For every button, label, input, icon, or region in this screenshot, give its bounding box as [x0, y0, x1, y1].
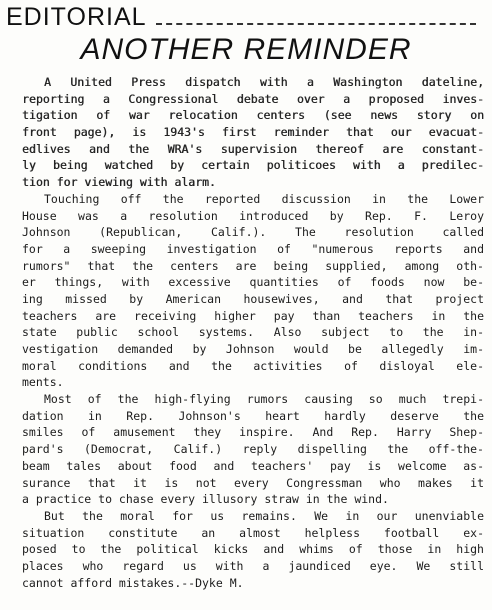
text-line: A United Press dispatch with a Washington dateline,: [44, 75, 484, 89]
text-line: for a sweeping investigation of "numerous reports and: [22, 241, 484, 256]
editorial-headline: ANOTHER REMINDER: [80, 33, 412, 66]
text-line: tion for viewing with alarm.: [22, 175, 216, 190]
text-line: ments.: [22, 375, 64, 390]
text-line: But the moral for us remains. We in our unenviable: [44, 508, 484, 523]
text-line: ly being watched by certain politicoes with a predilec-: [22, 158, 484, 173]
text-line: pard's (Democrat, Calif.) reply dispelling the off-the-: [22, 442, 484, 457]
text-line: reporting a Congressional debate over a proposed inves-: [22, 91, 484, 106]
text-line: places who regard us with a jaundiced eye. We still: [22, 558, 484, 573]
text-line: state public school systems. Also subject to the in-: [22, 325, 484, 340]
text-line: er things, with excessive quantities of foods now be-: [22, 275, 484, 290]
signature-line: cannot afford mistakes.--Dyke M.: [22, 575, 244, 590]
text-line: front page), is 1943's first reminder that our evacuat-: [22, 125, 484, 140]
section-header: [6, 4, 476, 30]
paragraph-4: [22, 508, 484, 591]
text-line: smiles of amusement they inspire. And Rep. Harry Shep-: [22, 425, 484, 440]
header-rule: [156, 23, 476, 25]
text-line: a practice to chase every illusory straw in the wind.: [22, 492, 389, 507]
text-line: tigation of war relocation centers (see news story on: [22, 108, 484, 123]
paragraph-2: [22, 191, 484, 391]
text-line: surance that it is not every Congressman who makes it: [22, 475, 484, 490]
text-line: dation in Rep. Johnson's heart hardly deserve the: [22, 408, 484, 423]
text-line: Touching off the reported discussion in the Lower: [44, 191, 484, 206]
paragraph-1: [22, 74, 484, 191]
text-line: moral conditions and the activities of disloyal ele-: [22, 358, 484, 373]
section-label: EDITORIAL: [6, 3, 147, 31]
text-line: Johnson (Republican, Calif.). The resolution called: [22, 225, 484, 240]
text-line: rumors" that the centers are being supplied, among oth-: [22, 258, 484, 273]
text-line: beam tales about food and teachers' pay is welcome as-: [22, 458, 484, 473]
text-line: situation constitute an almost helpless football ex-: [22, 525, 484, 540]
text-line: edlives and the WRA's supervision thereof are constant-: [22, 141, 484, 156]
text-line: ing missed by American housewives, and that project: [22, 291, 484, 306]
text-line: Most of the high-flying rumors causing so much trepi-: [44, 392, 484, 407]
text-line: House was a resolution introduced by Rep. F. Leroy: [22, 208, 484, 223]
text-line: vestigation demanded by Johnson would be allegedly im-: [22, 342, 484, 356]
text-line: posed to the political kicks and whims of those in high: [22, 542, 484, 557]
editorial-body: [22, 74, 484, 591]
text-line: teachers are receiving higher pay than teachers in the: [22, 308, 484, 323]
paragraph-3: [22, 391, 484, 508]
